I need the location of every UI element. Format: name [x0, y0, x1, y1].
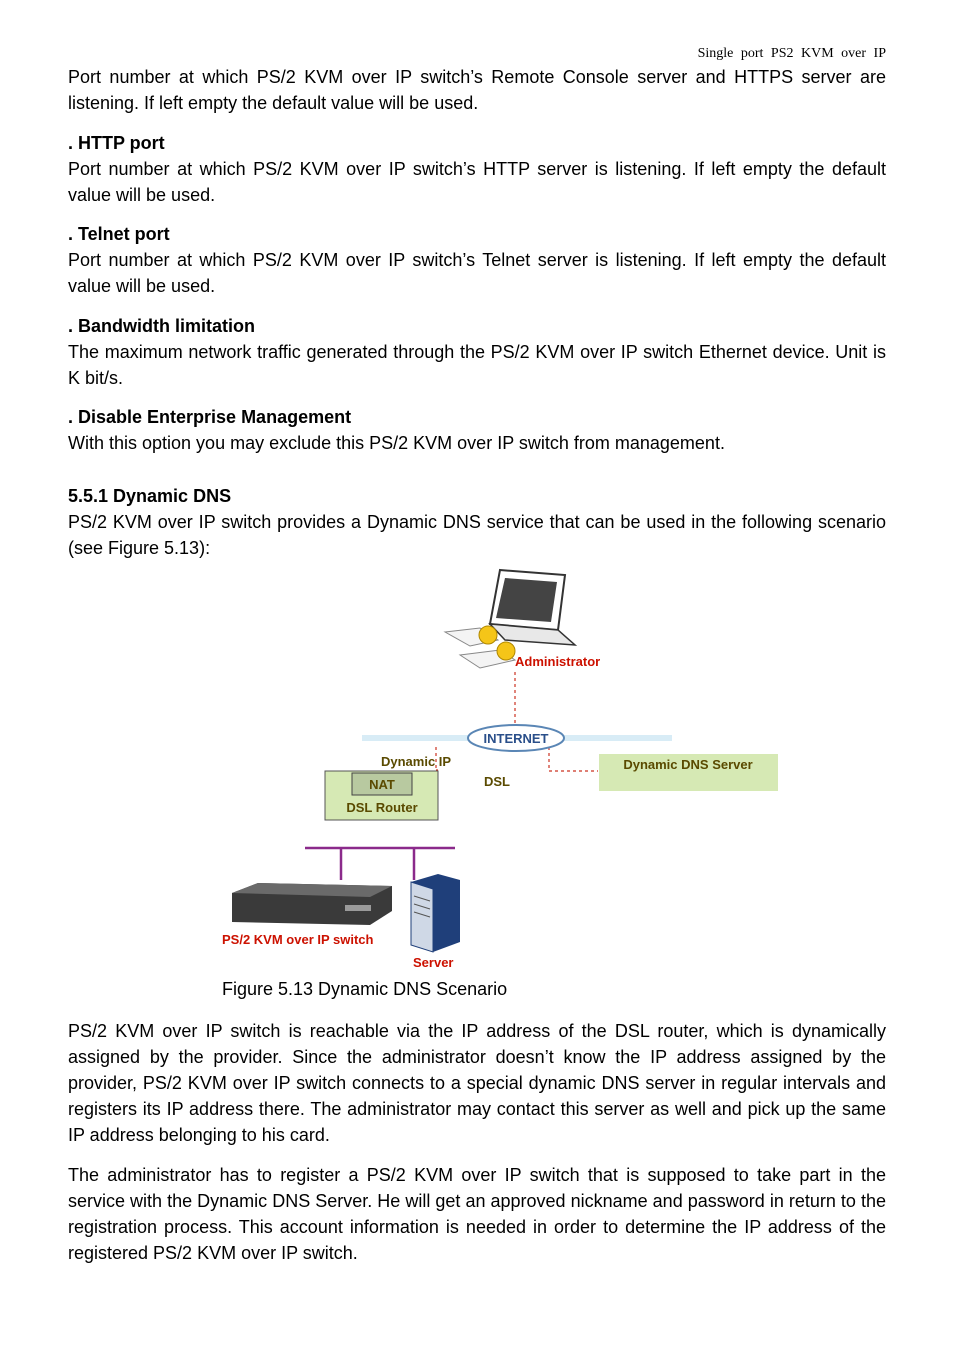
section-heading-bandwidth: . Bandwidth limitation [68, 316, 255, 336]
section-heading-telnet-port: . Telnet port [68, 224, 170, 244]
nat-label: NAT [369, 777, 395, 792]
section-heading-enterprise: . Disable Enterprise Management [68, 407, 352, 427]
dns-server-label: Dynamic DNS Server [623, 757, 753, 772]
section-text-telnet-port: Port number at which PS/2 KVM over IP switch’s Telnet server is listening. If left empty the default value will be used. [68, 250, 886, 296]
dyndns-intro: PS/2 KVM over IP switch provides a Dynamic DNS service that can be used in the following scenario (see Figure 5.13): [68, 512, 886, 558]
lan-bus [305, 848, 455, 880]
section-heading-http-port: . HTTP port [68, 133, 165, 153]
section-text-bandwidth: The maximum network traffic generated through the PS/2 KVM over IP switch Ethernet device. Unit is K bit/s. [68, 342, 886, 388]
dynamic-ip-label: Dynamic IP [381, 754, 452, 769]
administrator-label: Administrator [515, 654, 601, 669]
dsl-router-label: DSL Router [346, 800, 418, 815]
body-paragraph-2: The administrator has to register a PS/2 KVM over IP switch that is supposed to take part in the service with the Dynamic DNS Server. He will get an approved nickname and password in return to the registration process. This account information is needed in order to determine the IP address of the registered PS/2 KVM over IP switch. [68, 1165, 886, 1263]
server-icon [411, 874, 460, 952]
section-text-http-port: Port number at which PS/2 KVM over IP switch’s HTTP server is listening. If left empty the default value will be used. [68, 159, 886, 205]
running-header: Single port PS2 KVM over IP [697, 46, 886, 61]
dashed-links [436, 672, 598, 771]
body-paragraph-1: PS/2 KVM over IP switch is reachable via the IP address of the DSL router, which is dynamically assigned by the provider. Since the administrator doesn’t know the IP address assigned by the provider, PS/2 KVM over IP switch connects to a special dynamic DNS server in regular intervals and registers its IP address there. The administrator may contact this server as well and pick up the same IP address belonging to his card. [68, 1021, 886, 1145]
intro-paragraph: Port number at which PS/2 KVM over IP switch’s Remote Console server and HTTPS server are listening. If left empty the default value will be used. [68, 67, 886, 113]
section-text-enterprise: With this option you may exclude this PS/2 KVM over IP switch from management. [68, 433, 725, 453]
figure-caption: Figure 5.13 Dynamic DNS Scenario [222, 979, 508, 999]
internet-label: INTERNET [483, 731, 549, 746]
kvm-switch-label: PS/2 KVM over IP switch [222, 932, 374, 947]
dsl-label: DSL [484, 774, 510, 789]
dyndns-heading: 5.5.1 Dynamic DNS [68, 486, 232, 506]
server-label: Server [413, 955, 454, 970]
kvm-switch-icon [232, 883, 392, 925]
